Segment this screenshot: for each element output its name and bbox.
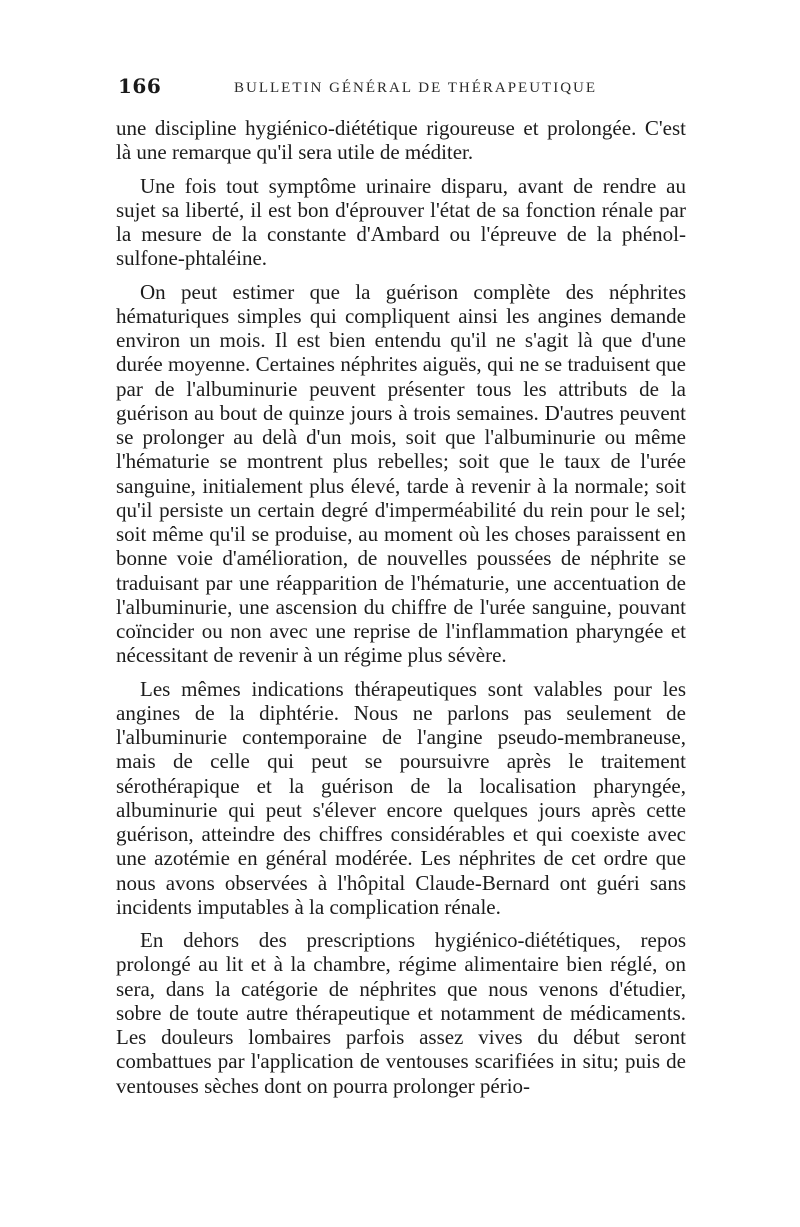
paragraph-1: une discipline hygiénico-diététique rigoureuse et prolongée. C'est là une remarque qu'il sera utile de méditer. (116, 116, 686, 165)
page-number: 166 (118, 74, 162, 98)
running-title: BULLETIN GÉNÉRAL DE THÉRAPEUTIQUE (234, 80, 598, 96)
paragraph-3: On peut estimer que la guérison complète des néphrites hématuriques simples qui compliquent ainsi les angines demande environ un mois. Il est bien entendu qu'il ne s'agit là que d'une durée moyenne. Certaines néphrites aiguës, qui ne se traduisent que par de l'albuminurie peuvent présenter tous les attributs de la guérison au bout de quinze jours à trois semaines. D'autres peuvent se prolonger au delà d'un mois, soit que l'albuminurie ou même l'hématurie se montrent plus rebelles; soit que le taux de l'urée sanguine, initialement plus élevé, tarde à revenir à la normale; soit qu'il persiste un certain degré d'imperméabilité du rein pour le sel; soit même qu'il se produise, au moment où les choses paraissent en bonne voie d'amélioration, de nouvelles poussées de néphrite se traduisant par une réapparition de l'hématurie, une accentuation de l'albuminurie, une ascension du chiffre de l'urée sanguine, pouvant coïncider ou non avec une reprise de l'inflammation pharyngée et nécessitant de revenir à un régime plus sévère. (116, 279, 686, 668)
body-text (116, 116, 686, 1098)
paragraph-4: Les mêmes indications thérapeutiques sont valables pour les angines de la diphtérie. Nous ne parlons pas seulement de l'albuminurie contemporaine de l'angine pseudo-membraneuse, mais de celle qui peut se poursuivre après le traitement sérothérapique et la guérison de la localisation pharyngée, albuminurie qui peut s'élever encore quelques jours après cette guérison, atteindre des chiffres considérables et qui coexiste avec une azotémie en général modérée. Les néphrites de cet ordre que nous avons observées à l'hôpital Claude-Bernard ont guéri sans incidents imputables à la complication rénale. (116, 676, 686, 919)
paragraph-5: En dehors des prescriptions hygiénico-diététiques, repos prolongé au lit et à la chambre, régime alimentaire bien réglé, on sera, dans la catégorie de néphrites que nous venons d'étudier, sobre de toute autre thérapeutique et notamment de médicaments. Les douleurs lombaires parfois assez vives du début seront combattues par l'application de ventouses scarifiées in situ; puis de ventouses sèches dont on pourra prolonger pério- (116, 928, 686, 1098)
paragraph-2: Une fois tout symptôme urinaire disparu, avant de rendre au sujet sa liberté, il est bon d'éprouver l'état de sa fonction rénale par la mesure de la constante d'Ambard ou l'épreuve de la phénol-sulfone-phtaléine. (116, 173, 686, 271)
page-header (118, 74, 684, 104)
